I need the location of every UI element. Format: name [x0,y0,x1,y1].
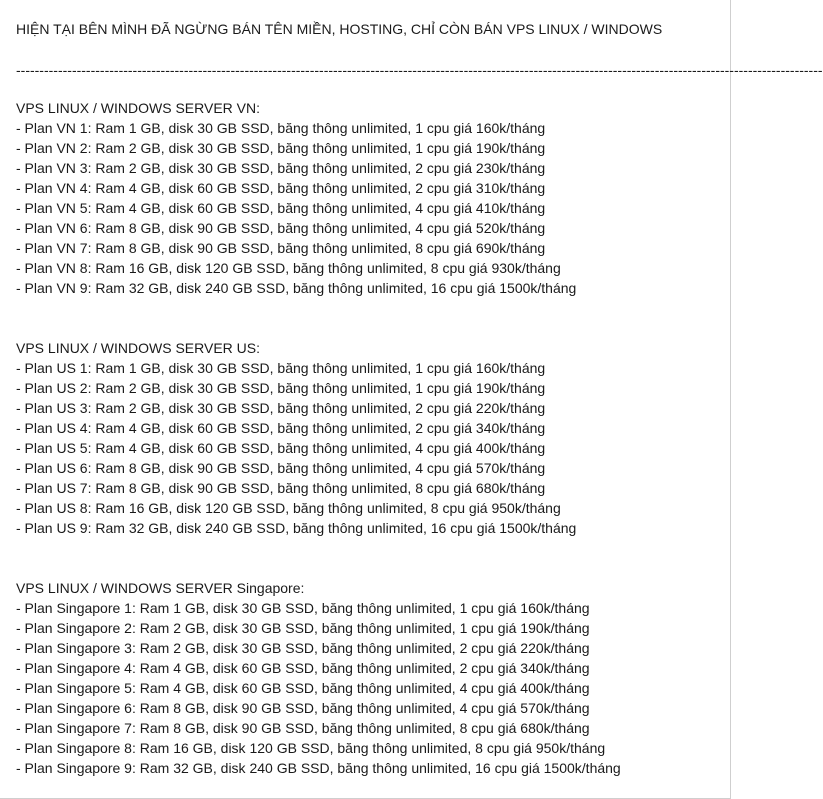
plan-line: - Plan VN 3: Ram 2 GB, disk 30 GB SSD, băng thông unlimited, 2 cpu giá 230k/tháng [16,160,546,176]
section-heading: VPS LINUX / WINDOWS SERVER VN: [16,100,261,116]
plan-line: - Plan US 9: Ram 32 GB, disk 240 GB SSD, băng thông unlimited, 16 cpu giá 1500k/tháng [16,520,577,536]
plan-line: - Plan US 1: Ram 1 GB, disk 30 GB SSD, băng thông unlimited, 1 cpu giá 160k/tháng [16,360,546,376]
plan-line: - Plan US 8: Ram 16 GB, disk 120 GB SSD, băng thông unlimited, 8 cpu giá 950k/tháng [16,500,561,516]
plan-line: - Plan US 7: Ram 8 GB, disk 90 GB SSD, băng thông unlimited, 8 cpu giá 680k/tháng [16,480,546,496]
plan-line: - Plan Singapore 5: Ram 4 GB, disk 60 GB SSD, băng thông unlimited, 4 cpu giá 400k/tháng [16,680,590,696]
plan-line: - Plan Singapore 8: Ram 16 GB, disk 120 GB SSD, băng thông unlimited, 8 cpu giá 950k/tháng [16,740,606,756]
plan-line: - Plan VN 2: Ram 2 GB, disk 30 GB SSD, băng thông unlimited, 1 cpu giá 190k/tháng [16,140,546,156]
plan-line: - Plan US 2: Ram 2 GB, disk 30 GB SSD, băng thông unlimited, 1 cpu giá 190k/tháng [16,380,546,396]
plan-line: - Plan Singapore 7: Ram 8 GB, disk 90 GB SSD, băng thông unlimited, 8 cpu giá 680k/tháng [16,720,590,736]
dashed-separator: ----------------------------------------------------------------------------------------------------------------------------------------------------------------------------- [16,62,823,78]
section-vps-us [16,338,576,538]
plan-line: - Plan VN 8: Ram 16 GB, disk 120 GB SSD, băng thông unlimited, 8 cpu giá 930k/tháng [16,260,561,276]
section-vps-vn [16,98,576,298]
plan-line: - Plan US 3: Ram 2 GB, disk 30 GB SSD, băng thông unlimited, 2 cpu giá 220k/tháng [16,400,546,416]
plan-line: - Plan US 4: Ram 4 GB, disk 60 GB SSD, băng thông unlimited, 2 cpu giá 340k/tháng [16,420,546,436]
notice-text: HIỆN TẠI BÊN MÌNH ĐÃ NGỪNG BÁN TÊN MIỀN, HOSTING, CHỈ CÒN BÁN VPS LINUX / WINDOWS [16,21,663,37]
plan-line: - Plan US 6: Ram 8 GB, disk 90 GB SSD, băng thông unlimited, 4 cpu giá 570k/tháng [16,460,546,476]
plan-line: - Plan VN 1: Ram 1 GB, disk 30 GB SSD, băng thông unlimited, 1 cpu giá 160k/tháng [16,120,546,136]
plan-line: - Plan Singapore 9: Ram 32 GB, disk 240 GB SSD, băng thông unlimited, 16 cpu giá 1500k/tháng [16,760,621,776]
plan-line: - Plan Singapore 2: Ram 2 GB, disk 30 GB SSD, băng thông unlimited, 1 cpu giá 190k/tháng [16,620,590,636]
plan-line: - Plan Singapore 4: Ram 4 GB, disk 60 GB SSD, băng thông unlimited, 2 cpu giá 340k/tháng [16,660,590,676]
section-heading: VPS LINUX / WINDOWS SERVER Singapore: [16,580,305,596]
plan-line: - Plan VN 6: Ram 8 GB, disk 90 GB SSD, băng thông unlimited, 4 cpu giá 520k/tháng [16,220,546,236]
section-vps-singapore [16,578,621,778]
plan-line: - Plan VN 7: Ram 8 GB, disk 90 GB SSD, băng thông unlimited, 8 cpu giá 690k/tháng [16,240,546,256]
plan-line: - Plan Singapore 6: Ram 8 GB, disk 90 GB SSD, băng thông unlimited, 4 cpu giá 570k/tháng [16,700,590,716]
plan-line: - Plan Singapore 1: Ram 1 GB, disk 30 GB SSD, băng thông unlimited, 1 cpu giá 160k/tháng [16,600,590,616]
plan-line: - Plan VN 9: Ram 32 GB, disk 240 GB SSD, băng thông unlimited, 16 cpu giá 1500k/tháng [16,280,577,296]
plan-line: - Plan VN 4: Ram 4 GB, disk 60 GB SSD, băng thông unlimited, 2 cpu giá 310k/tháng [16,180,546,196]
plan-line: - Plan US 5: Ram 4 GB, disk 60 GB SSD, băng thông unlimited, 4 cpu giá 400k/tháng [16,440,546,456]
plan-line: - Plan Singapore 3: Ram 2 GB, disk 30 GB SSD, băng thông unlimited, 2 cpu giá 220k/tháng [16,640,590,656]
section-heading: VPS LINUX / WINDOWS SERVER US: [16,340,261,356]
plan-line: - Plan VN 5: Ram 4 GB, disk 60 GB SSD, băng thông unlimited, 4 cpu giá 410k/tháng [16,200,546,216]
